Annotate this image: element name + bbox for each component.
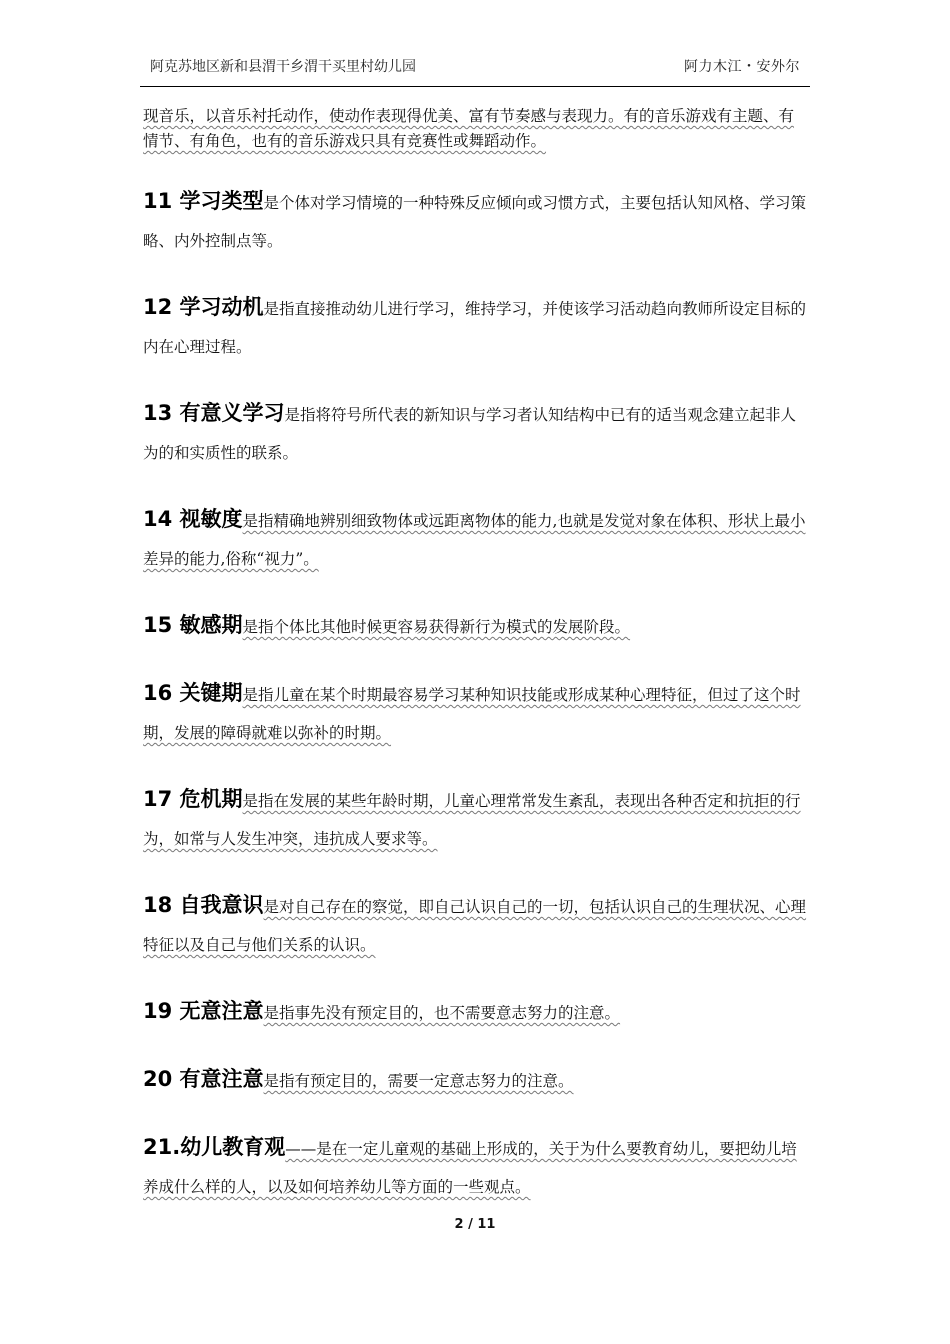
term-definition: 是指在发展的某些年龄时期，儿童心理常常发生紊乱，表现出各种否定和抗拒的行为，如常与人发生冲突，违抗成人要求等。 — [143, 792, 801, 848]
entry-13 — [143, 394, 807, 472]
term-definition: 是指事先没有预定目的，也不需要意志努力的注意。 — [263, 1004, 621, 1022]
term-heading: 12 学习动机 — [143, 295, 264, 319]
entry-12 — [143, 288, 807, 366]
term-definition: 是个体对学习情境的一种特殊反应倾向或习惯方式，主要包括认知风格、学习策略、内外控制点等。 — [143, 194, 807, 250]
entry-19 — [143, 992, 807, 1032]
term-heading: 14 视敏度 — [143, 507, 243, 531]
entry-11 — [143, 182, 807, 260]
term-heading: 19 无意注意 — [143, 999, 264, 1023]
page-header — [140, 50, 810, 87]
term-definition: 是指儿童在某个时期最容易学习某种知识技能或形成某种心理特征，但过了这个时期，发展的障碍就难以弥补的时期。 — [143, 686, 801, 742]
term-definition: 是指个体比其他时候更容易获得新行为模式的发展阶段。 — [242, 618, 631, 636]
entry-18 — [143, 886, 807, 964]
term-heading: 18 自我意识 — [143, 893, 264, 917]
term-heading: 16 关键期 — [143, 681, 243, 705]
term-definition: 是指有预定目的，需要一定意志努力的注意。 — [263, 1072, 574, 1090]
term-definition: 是指将符号所代表的新知识与学习者认知结构中已有的适当观念建立起非人为的和实质性的联系。 — [143, 406, 797, 462]
term-definition: 是对自己存在的察觉，即自己认识自己的一切，包括认识自己的生理状况、心理特征以及自己与他们关系的认识。 — [143, 898, 807, 954]
header-author: 阿力木江・安外尔 — [684, 59, 800, 75]
entry-21 — [143, 1128, 807, 1206]
entry-20 — [143, 1060, 807, 1100]
entry-15 — [143, 606, 807, 646]
term-definition: 是指精确地辨别细致物体或远距离物体的能力,也就是发觉对象在体积、形状上最小差异的能力,俗称“视力”。 — [143, 512, 806, 568]
term-heading: 15 敏感期 — [143, 613, 243, 637]
term-heading: 11 学习类型 — [143, 189, 264, 213]
term-heading: 17 危机期 — [143, 787, 243, 811]
term-heading: 21.幼儿教育观 — [143, 1135, 286, 1159]
term-definition: ——是在一定儿童观的基础上形成的，关于为什么要教育幼儿，要把幼儿培养成什么样的人，以及如何培养幼儿等方面的一些观点。 — [143, 1140, 797, 1196]
term-heading: 13 有意义学习 — [143, 401, 285, 425]
intro-paragraph: 现音乐，以音乐衬托动作，使动作表现得优美、富有节奏感与表现力。有的音乐游戏有主题、有情节、有角色，也有的音乐游戏只具有竞赛性或舞蹈动作。 — [143, 107, 795, 150]
page-number: 2 / 11 — [454, 1217, 496, 1232]
term-definition: 是指直接推动幼儿进行学习，维持学习，并使该学习活动趋向教师所设定目标的内在心理过程。 — [143, 300, 807, 356]
entry-14 — [143, 500, 807, 578]
header-school-name: 阿克苏地区新和县渭干乡渭干买里村幼儿园 — [150, 59, 416, 75]
document-body — [143, 104, 807, 1234]
entry-16 — [143, 674, 807, 752]
entry-17 — [143, 780, 807, 858]
term-heading: 20 有意注意 — [143, 1067, 264, 1091]
